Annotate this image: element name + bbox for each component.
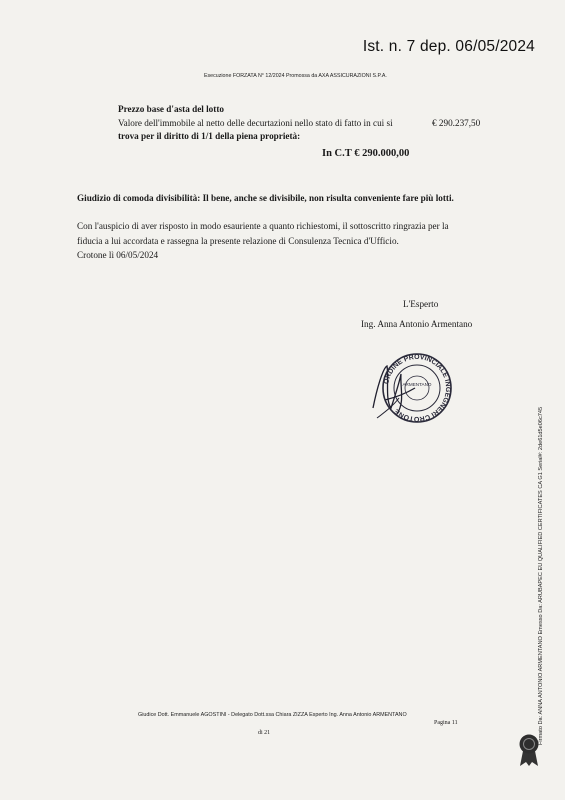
certificate-badge-icon bbox=[517, 733, 541, 772]
page-number: Pagina 11 bbox=[434, 720, 458, 726]
price-total: In C.T € 290.000,00 bbox=[322, 148, 410, 159]
stamp-ring-text: ORDINE PROVINCIALE INGEGNERI CROTONE bbox=[383, 353, 452, 423]
closing-paragraph-line2: fiducia a lui accordata e rassegna la presente relazione di Consulenza Tecnica d'Ufficio. bbox=[77, 236, 399, 246]
institution-header: Ist. n. 7 dep. 06/05/2024 bbox=[362, 38, 535, 55]
divisibility-judgement: Giudizio di comoda divisibilità: Il bene, anche se divisibile, non risulta conveniente fare più lotti. bbox=[77, 193, 454, 203]
closing-paragraph-line1: Con l'auspicio di aver risposto in modo esauriente a quanto richiestomi, il sottoscritto ringrazia per la bbox=[77, 221, 449, 231]
expert-name: Ing. Anna Antonio Armentano bbox=[361, 319, 473, 329]
price-amount: € 290.237,50 bbox=[432, 118, 481, 128]
execution-header: Esecuzione FORZATA N° 12/2024 Promossa da AXA ASSICURAZIONI S.P.A. bbox=[204, 73, 387, 79]
place-date: Crotone lì 06/05/2024 bbox=[77, 250, 159, 260]
stamp-seal-icon bbox=[355, 348, 465, 438]
price-right: trova per il diritto di 1/1 della piena proprietà: bbox=[118, 131, 301, 141]
footer-credits: Giudice Dott. Emmanuele AGOSTINI - Delegato Dott.ssa Chiara ZIZZA Esperto Ing. Anna Antonio ARMENTANO bbox=[138, 712, 407, 718]
price-title: Prezzo base d'asta del lotto bbox=[118, 104, 224, 114]
signature-stamp bbox=[355, 348, 465, 443]
price-description: Valore dell'immobile al netto delle decurtazioni nello stato di fatto in cui si bbox=[118, 118, 393, 128]
stamp-center-text: ARMENTANO bbox=[402, 382, 432, 387]
expert-label: L'Esperto bbox=[403, 299, 439, 309]
digital-signature-certificate: Firmato Da: ANNA ANTONIO ARMENTANO Emesso Da: ARUBAPEC EU QUALIFIED CERTIFICATES CA G1 Serial#: 2de61d5e06c745 bbox=[538, 406, 544, 745]
page-total: di 21 bbox=[258, 730, 271, 736]
